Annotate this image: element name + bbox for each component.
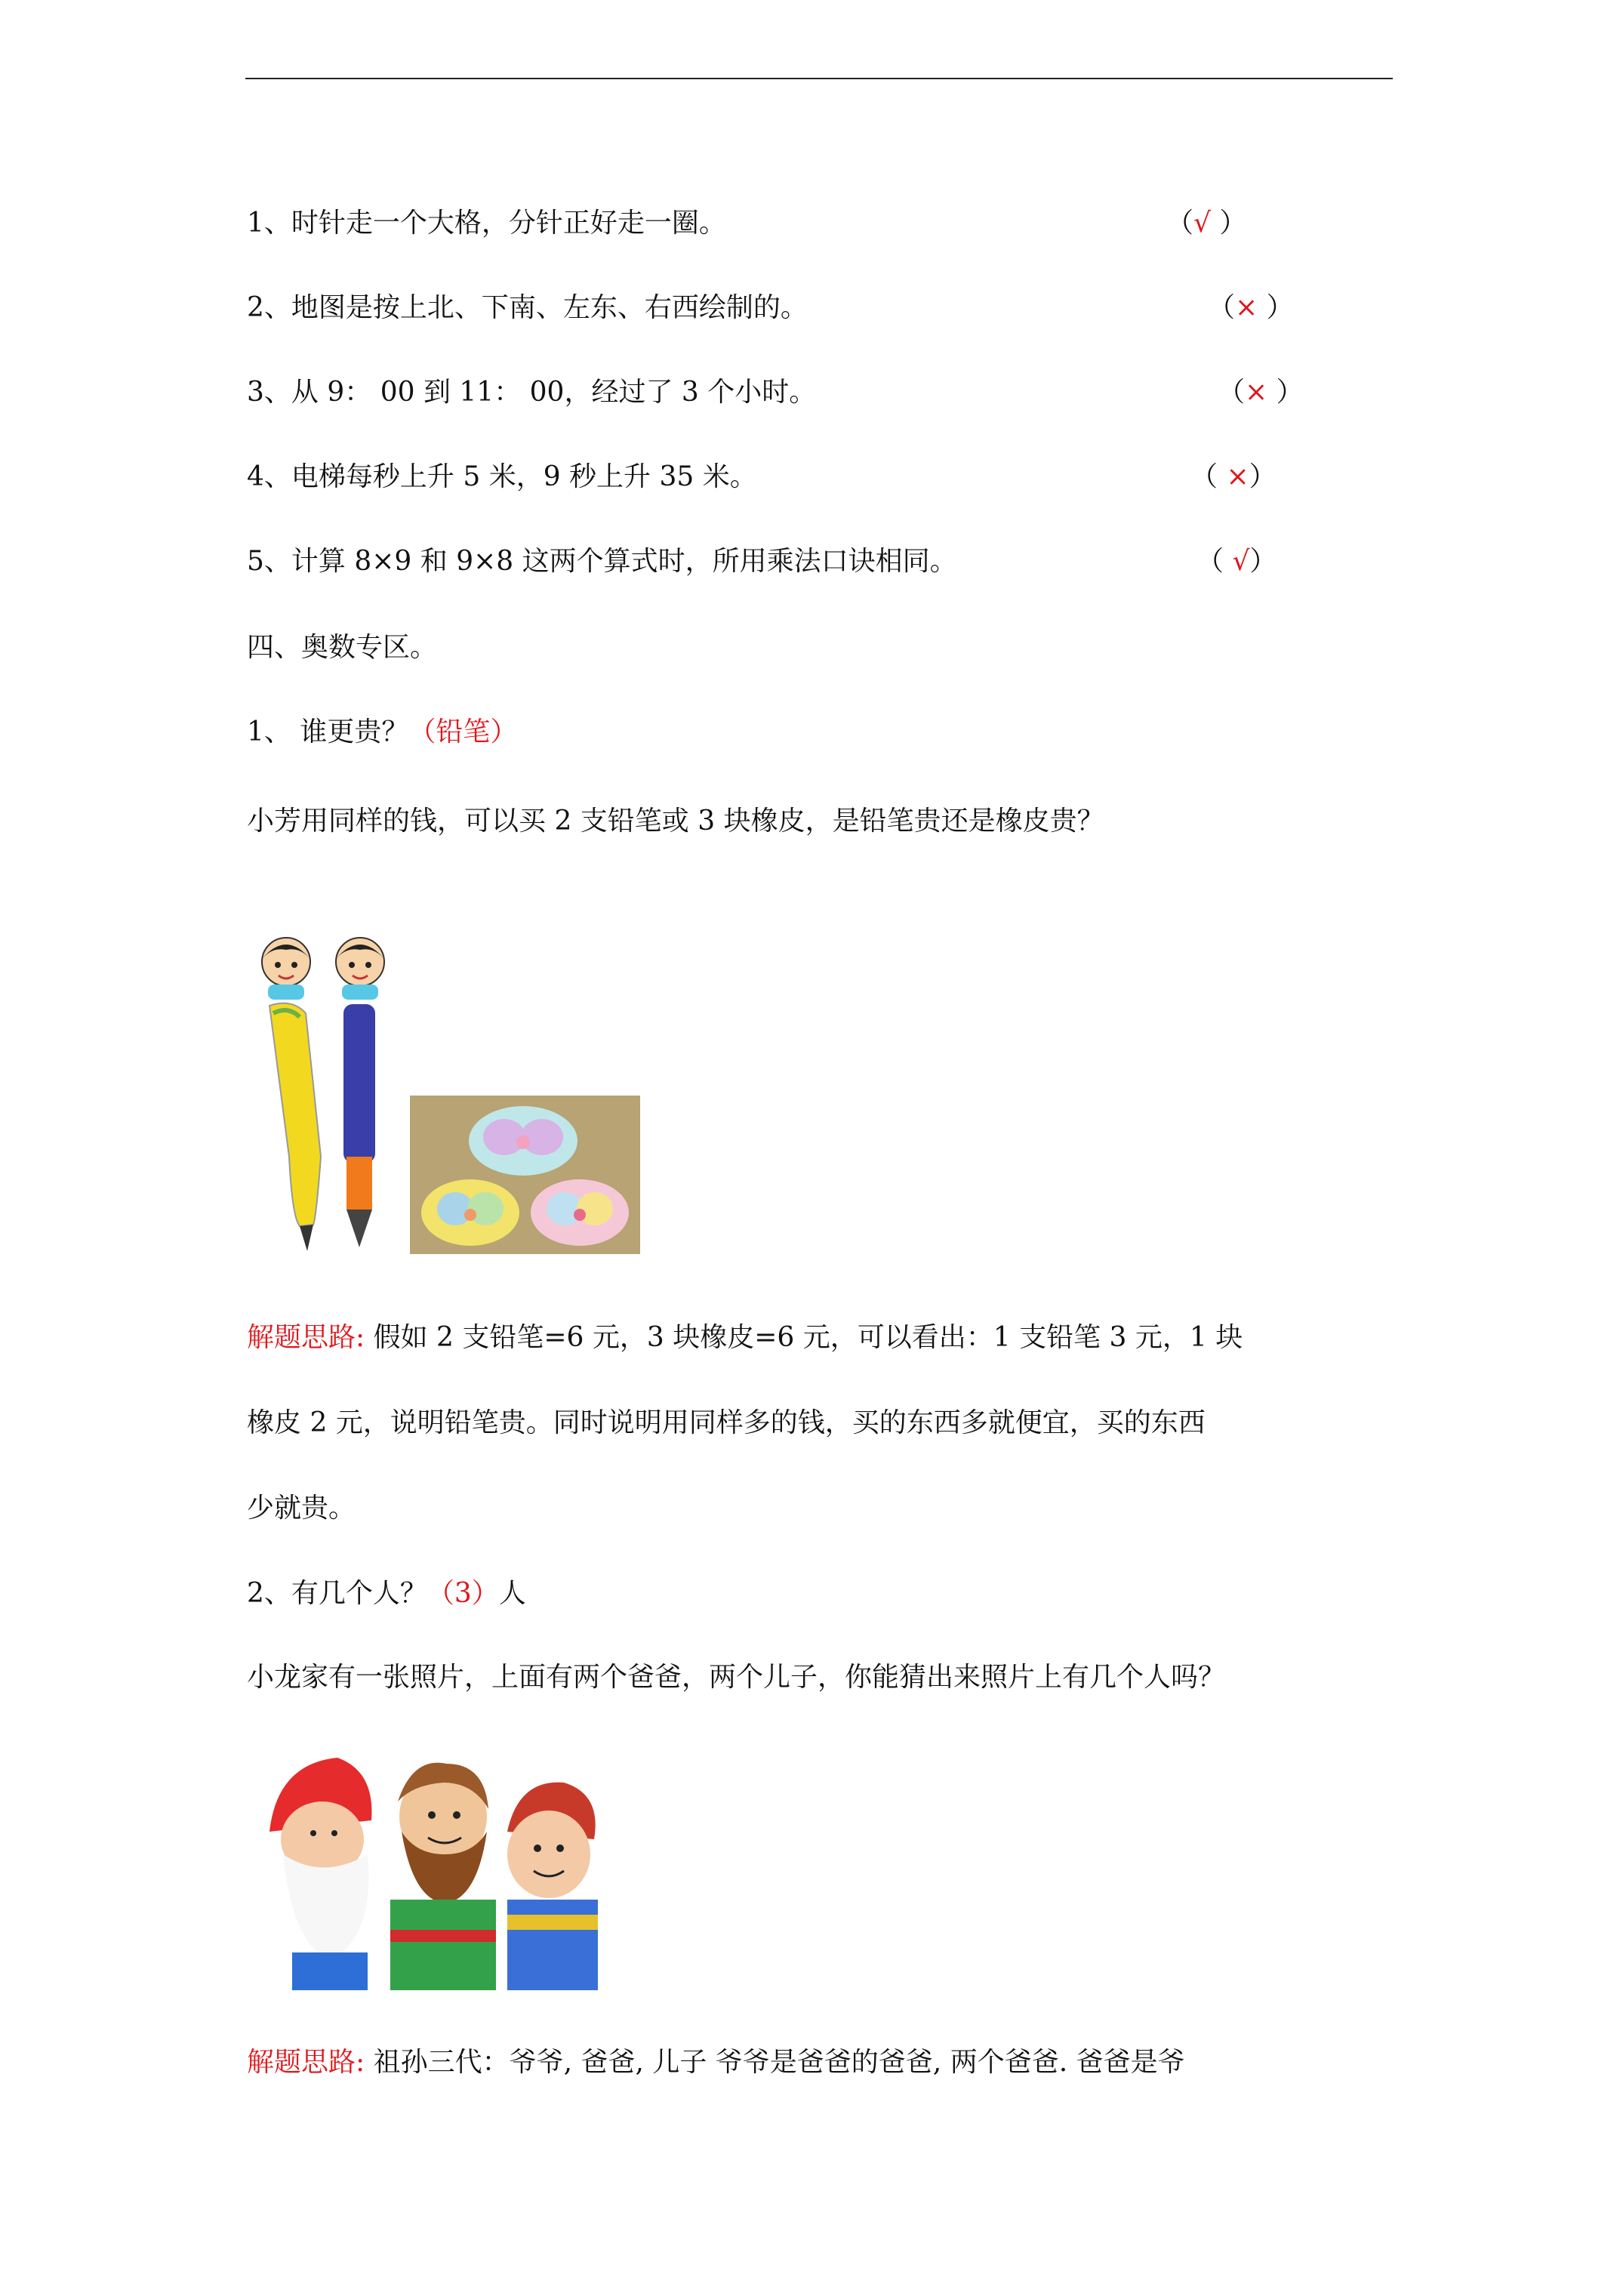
q1-hint-line-1: 解题思路: 假如 2 支铅笔=6 元，3 块橡皮=6 元，可以看出：1 支铅笔 3 元，1 块 — [247, 1322, 1243, 1353]
judgement-answer-1: （√ ） — [1166, 208, 1247, 239]
judgement-item-4: 4、电梯每秒上升 5 米，9 秒上升 35 米。 — [247, 461, 757, 492]
judgement-answer-4: （ ×） — [1190, 461, 1277, 492]
pencils-image — [247, 930, 398, 1255]
judgement-answer-2: （× ） — [1208, 292, 1294, 323]
judgement-answer-3: （× ） — [1218, 377, 1304, 408]
header-rule — [245, 78, 1393, 79]
q1-hint-line-2: 橡皮 2 元，说明铅笔贵。同时说明用同样多的钱，买的东西多就便宜，买的东西 — [247, 1407, 1206, 1438]
judgement-item-2: 2、地图是按上北、下南、左东、右西绘制的。 — [247, 292, 808, 323]
judgement-item-1: 1、时针走一个大格，分针正好走一圈。 — [247, 208, 726, 239]
q1-hint-line-3: 少就贵。 — [247, 1493, 356, 1524]
q1-title: 1、 谁更贵？（铅笔） — [247, 717, 518, 747]
judgement-item-5: 5、计算 8×9 和 9×8 这两个算式时，所用乘法口诀相同。 — [247, 546, 957, 577]
q1-question: 小芳用同样的钱，可以买 2 支铅笔或 3 块橡皮，是铅笔贵还是橡皮贵？ — [247, 806, 1104, 837]
erasers-image — [410, 1096, 640, 1254]
q2-hint-line-1: 解题思路: 祖孙三代：爷爷, 爸爸, 儿子 爷爷是爸爸的爸爸, 两个爸爸. 爸爸是爷 — [247, 2047, 1185, 2078]
q2-question: 小龙家有一张照片，上面有两个爸爸，两个儿子，你能猜出来照片上有几个人吗？ — [247, 1662, 1226, 1693]
q2-title: 2、有几个人？（3）人 — [247, 1578, 526, 1609]
judgement-answer-5: （ √） — [1196, 546, 1277, 577]
section-title: 四、奥数专区。 — [247, 632, 438, 663]
puppets-image — [247, 1749, 624, 1990]
judgement-item-3: 3、从 9： 00 到 11： 00，经过了 3 个小时。 — [247, 377, 817, 408]
